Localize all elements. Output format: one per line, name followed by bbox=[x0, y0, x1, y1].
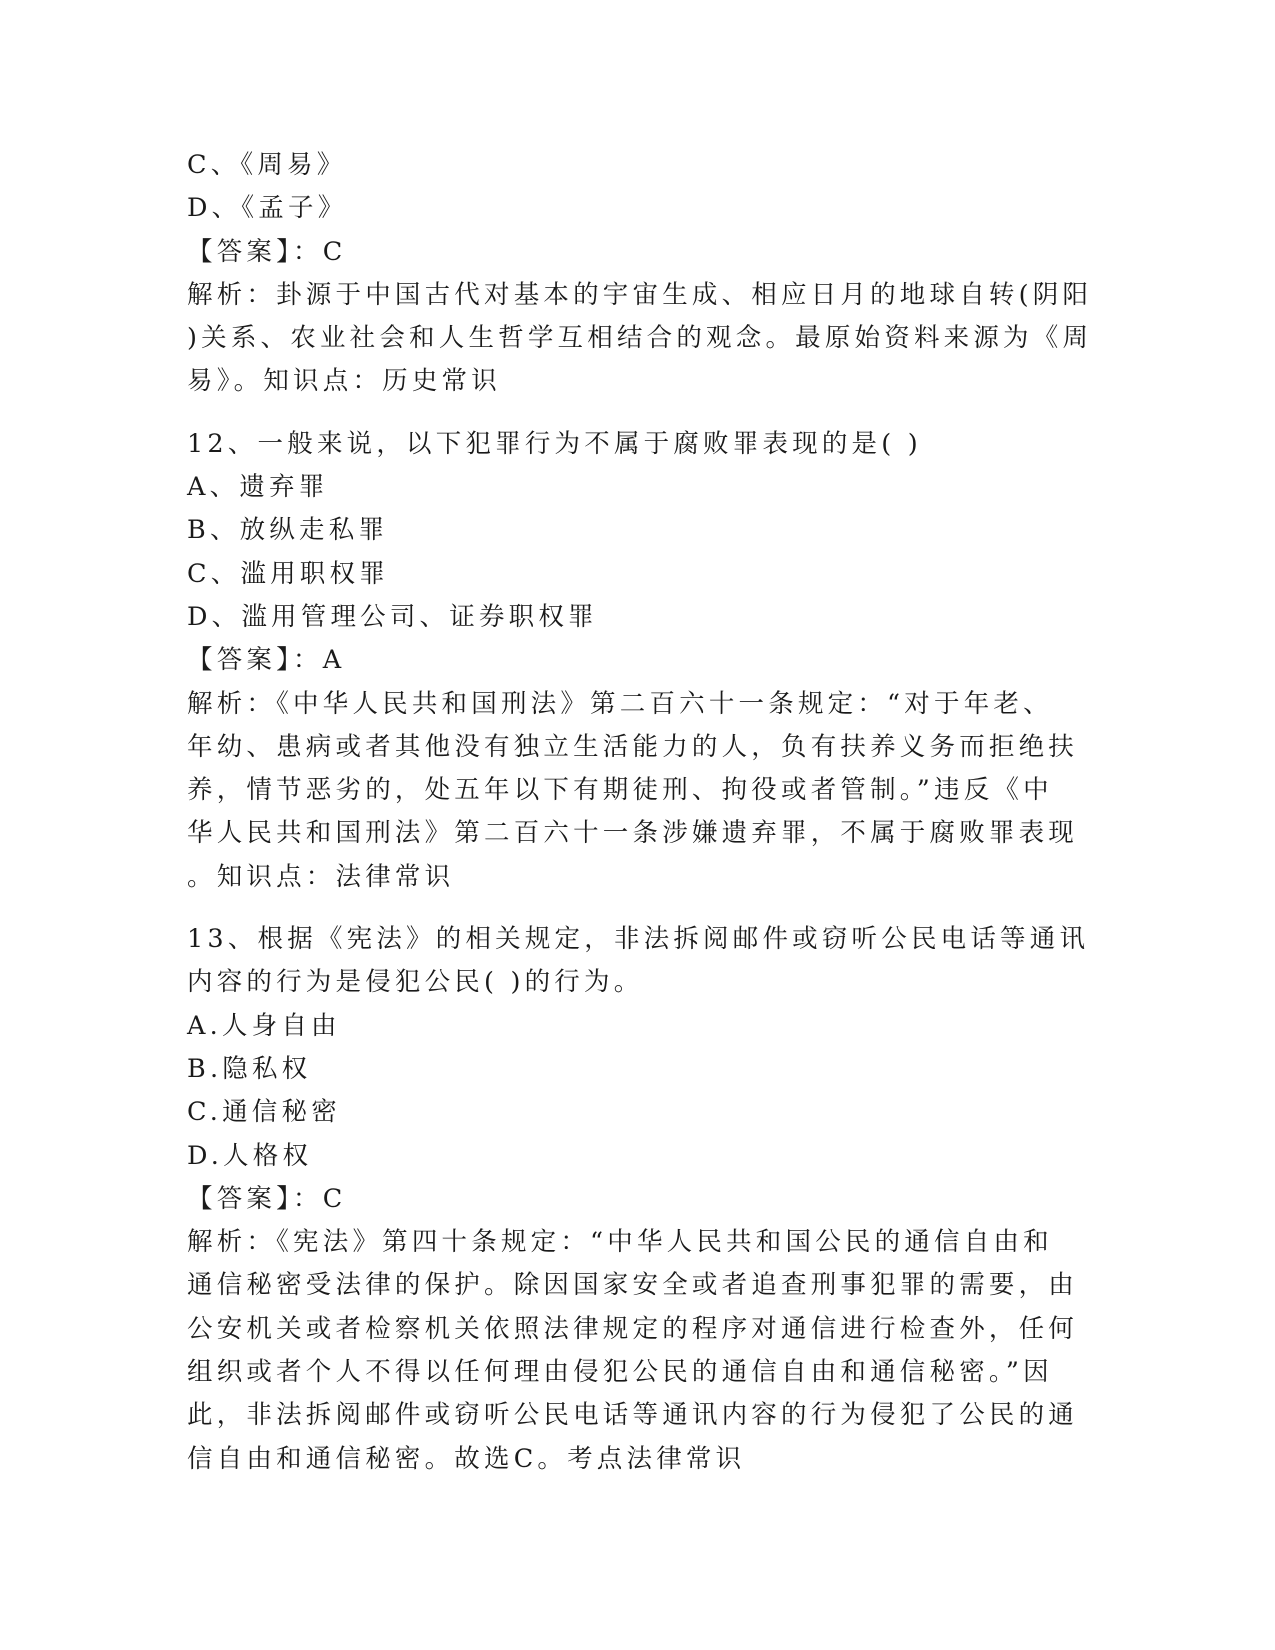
question-text: 内容的行为是侵犯公民( )的行为。 bbox=[187, 967, 644, 998]
question-11-tail bbox=[187, 144, 1093, 404]
question-13 bbox=[187, 918, 1090, 1481]
answer-line: 【答案】：C bbox=[187, 236, 347, 267]
analysis-line: 解析：《宪法》第四十条规定：“中华人民共和国公民的通信自由和 bbox=[187, 1227, 1053, 1258]
option-c: C、滥用职权罪 bbox=[187, 558, 389, 589]
analysis-line: 易》。知识点：历史常识 bbox=[187, 366, 501, 397]
option-c: C、《周易》 bbox=[187, 150, 347, 180]
option-b: B.隐私权 bbox=[187, 1053, 312, 1084]
option-d: D、《孟子》 bbox=[187, 193, 348, 224]
analysis-line: 通信秘密受法律的保护。除因国家安全或者追查刑事犯罪的需要，由 bbox=[187, 1270, 1079, 1301]
analysis-line: 组织或者个人不得以任何理由侵犯公民的通信自由和通信秘密。”因 bbox=[187, 1357, 1053, 1388]
option-b: B、放纵走私罪 bbox=[187, 515, 389, 546]
question-text: 13、根据《宪法》的相关规定，非法拆阅邮件或窃听公民电话等通讯 bbox=[187, 924, 1090, 955]
option-d: D、滥用管理公司、证券职权罪 bbox=[187, 601, 598, 632]
document-page bbox=[187, 144, 1093, 1481]
analysis-line: 。知识点：法律常识 bbox=[187, 861, 455, 892]
analysis-line: 年幼、患病或者其他没有独立生活能力的人，负有扶养义务而拒绝扶 bbox=[187, 731, 1079, 762]
analysis-line: 公安机关或者检察机关依照法律规定的程序对通信进行检查外，任何 bbox=[187, 1313, 1079, 1344]
analysis-line: 解析：《中华人民共和国刑法》第二百六十一条规定：“对于年老、 bbox=[187, 688, 1053, 719]
option-a: A.人身自由 bbox=[187, 1010, 341, 1041]
analysis-line: )关系、农业社会和人生哲学互相结合的观念。最原始资料来源为《周 bbox=[187, 323, 1093, 354]
question-text: 12、一般来说，以下犯罪行为不属于腐败罪表现的是( ) bbox=[187, 428, 922, 459]
question-12 bbox=[187, 423, 1079, 899]
answer-line: 【答案】：A bbox=[187, 645, 346, 676]
option-d: D.人格权 bbox=[187, 1140, 313, 1171]
answer-line: 【答案】：C bbox=[187, 1183, 347, 1214]
analysis-line: 此，非法拆阅邮件或窃听公民电话等通讯内容的行为侵犯了公民的通 bbox=[187, 1400, 1079, 1431]
option-a: A、遗弃罪 bbox=[187, 472, 329, 503]
analysis-line: 华人民共和国刑法》第二百六十一条涉嫌遗弃罪，不属于腐败罪表现 bbox=[187, 818, 1079, 849]
analysis-line: 解析：卦源于中国古代对基本的宇宙生成、相应日月的地球自转(阴阳 bbox=[187, 279, 1093, 310]
option-c: C.通信秘密 bbox=[187, 1097, 341, 1128]
analysis-line: 信自由和通信秘密。故选C。考点法律常识 bbox=[187, 1443, 746, 1474]
analysis-line: 养，情节恶劣的，处五年以下有期徒刑、拘役或者管制。”违反《中 bbox=[187, 775, 1053, 806]
